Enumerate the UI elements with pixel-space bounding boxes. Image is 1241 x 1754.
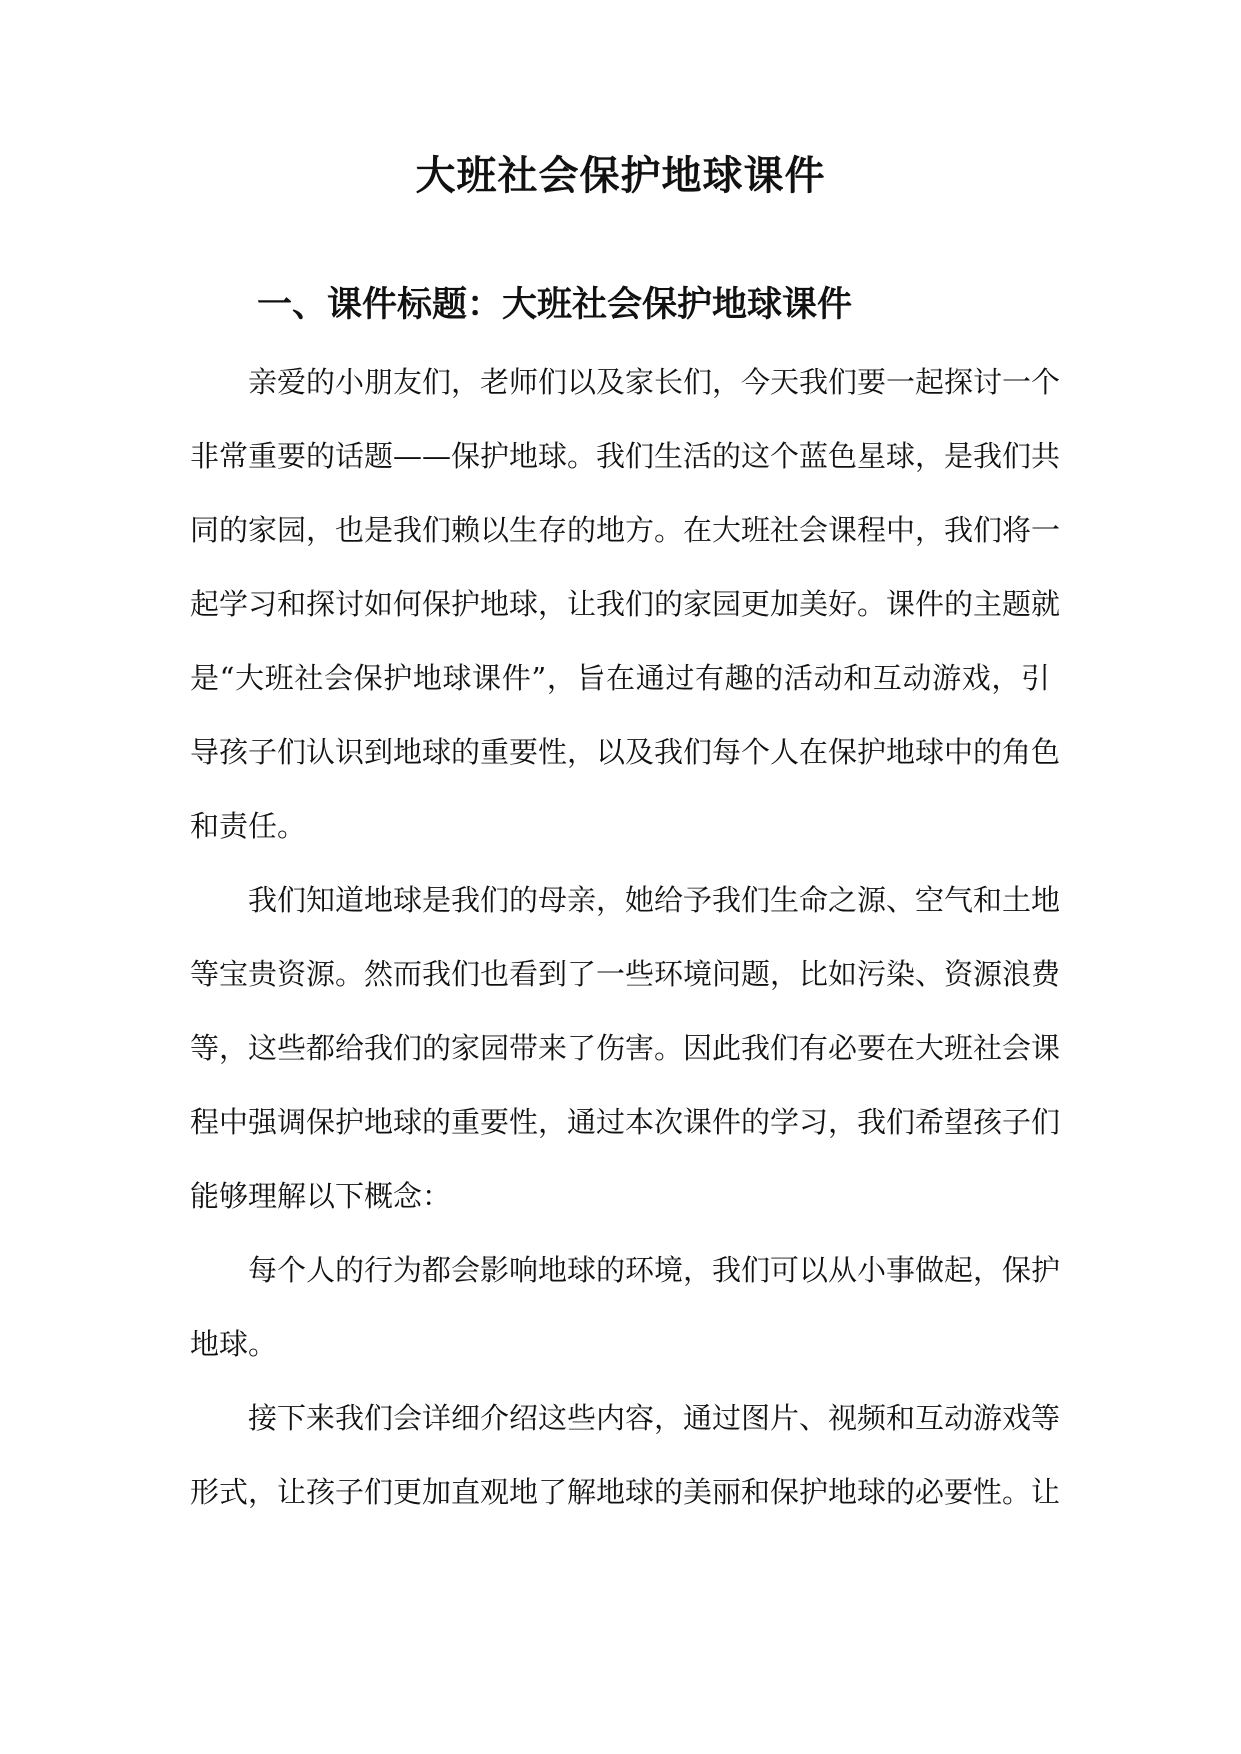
paragraph-line: 是“大班社会保护地球课件”，旨在通过有趣的活动和互动游戏，引 bbox=[190, 661, 1050, 695]
paragraph-line: 我们知道地球是我们的母亲，她给予我们生命之源、空气和土地 bbox=[248, 883, 1061, 917]
paragraph-line: 等宝贵资源。然而我们也看到了一些环境问题，比如污染、资源浪费 bbox=[190, 957, 1061, 991]
paragraph-line: 导孩子们认识到地球的重要性，以及我们每个人在保护地球中的角色 bbox=[190, 735, 1061, 769]
paragraph-line: 程中强调保护地球的重要性，通过本次课件的学习，我们希望孩子们 bbox=[190, 1105, 1061, 1139]
paragraph-line: 地球。 bbox=[190, 1327, 278, 1361]
paragraph-3 bbox=[190, 1233, 1061, 1381]
paragraph-line: 形式，让孩子们更加直观地了解地球的美丽和保护地球的必要性。让 bbox=[190, 1475, 1061, 1509]
paragraph-line: 非常重要的话题——保护地球。我们生活的这个蓝色星球，是我们共 bbox=[190, 439, 1061, 473]
paragraph-line: 等，这些都给我们的家园带来了伤害。因此我们有必要在大班社会课 bbox=[190, 1031, 1061, 1065]
paragraph-line: 同的家园，也是我们赖以生存的地方。在大班社会课程中，我们将一 bbox=[190, 513, 1061, 547]
section-heading: 一、课件标题：大班社会保护地球课件 bbox=[257, 284, 853, 325]
paragraph-4 bbox=[190, 1381, 1061, 1529]
document-title: 大班社会保护地球课件 bbox=[415, 152, 826, 199]
paragraph-line: 每个人的行为都会影响地球的环境，我们可以从小事做起，保护 bbox=[248, 1253, 1061, 1287]
paragraph-2 bbox=[190, 863, 1061, 1233]
paragraph-line: 和责任。 bbox=[190, 809, 307, 843]
paragraph-line: 接下来我们会详细介绍这些内容，通过图片、视频和互动游戏等 bbox=[248, 1401, 1061, 1435]
paragraph-1 bbox=[190, 345, 1061, 863]
paragraph-line: 亲爱的小朋友们，老师们以及家长们，今天我们要一起探讨一个 bbox=[248, 365, 1061, 399]
paragraph-line: 起学习和探讨如何保护地球，让我们的家园更加美好。课件的主题就 bbox=[190, 587, 1061, 621]
paragraph-line: 能够理解以下概念： bbox=[190, 1179, 452, 1213]
